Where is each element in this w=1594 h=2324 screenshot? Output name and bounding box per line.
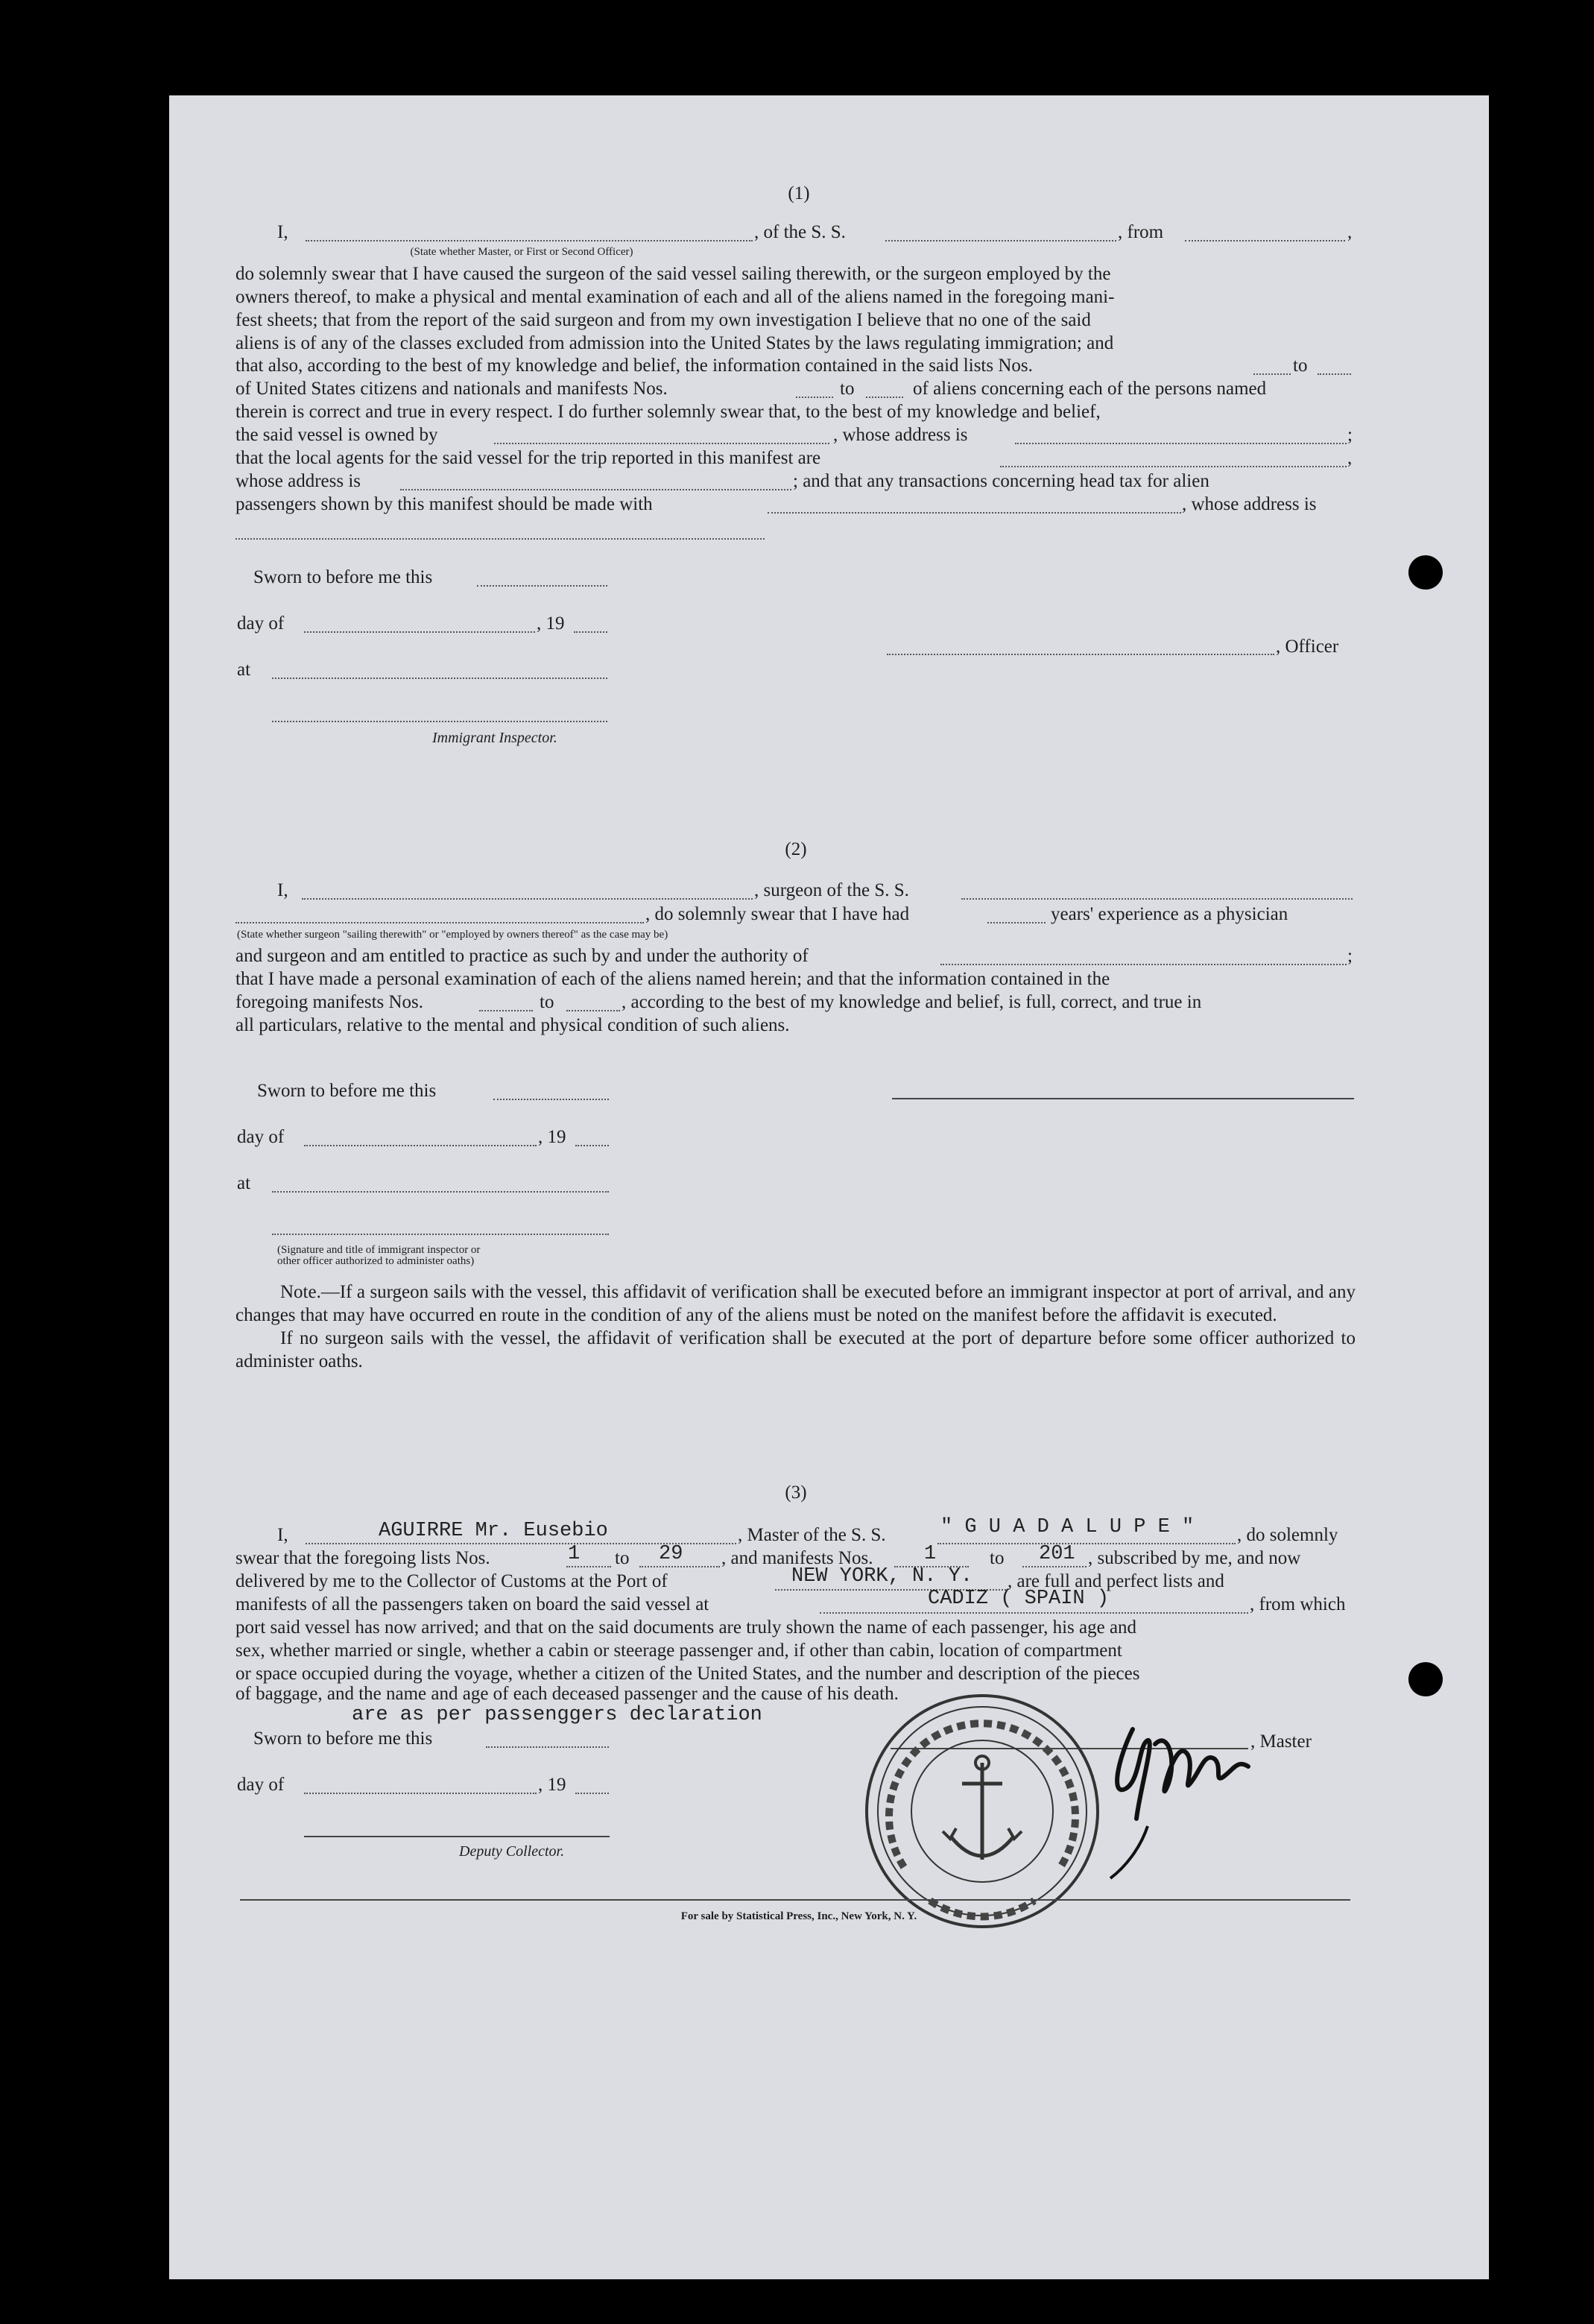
s1-day-blank: [304, 631, 535, 633]
s3-year-blank: [575, 1793, 609, 1794]
s3-line4b: , from which: [1250, 1594, 1346, 1614]
s3-collector-line: [304, 1836, 610, 1837]
s1-owner-blank: [494, 443, 829, 444]
s1-lists-from-blank: [1253, 373, 1291, 375]
s2-authority-blank: [940, 964, 1347, 965]
s3-line8: of baggage, and the name and age of each deceased passenger and the cause of his death.: [235, 1684, 899, 1704]
s3-man-to: 201: [1039, 1543, 1075, 1565]
note-paragraph-1: Note.—If a surgeon sails with the vessel, this affidavit of verification shall be executed before an immigrant inspector at port of arrival, and any changes that may have occurred en route in the condition of any of the aliens must be noted on the manifest before the affidavit is executed.: [235, 1282, 1356, 1325]
s1-at: at: [237, 660, 251, 680]
s1-man-to-blank: [866, 397, 903, 398]
s3-line2b: , and manifests Nos.: [721, 1548, 873, 1568]
s2-at-blank: [272, 1191, 609, 1193]
s1-to2: to: [840, 379, 855, 399]
s3-ship-blank: [937, 1543, 1236, 1544]
s1-semi1: ;: [1347, 425, 1353, 445]
s1-year: , 19: [537, 613, 565, 634]
s3-line6: sex, whether married or single, whether a cabin or steerage passenger and, if other than cabin, location of compartment: [235, 1641, 1122, 1661]
note-paragraph-2: If no surgeon sails with the vessel, the affidavit of verification shall be executed at the port of departure before some officer authorized to administer oaths.: [235, 1328, 1356, 1371]
s2-to: to: [540, 992, 554, 1012]
s3-sworn: Sworn to before me this: [253, 1728, 433, 1749]
s3-port: NEW YORK, N. Y.: [791, 1565, 973, 1588]
s1-caption: (State whether Master, or First or Second Officer): [410, 246, 633, 258]
s3-master: , Master: [1250, 1731, 1312, 1752]
s3-masterof: , Master of the S. S.: [738, 1525, 886, 1545]
s2-sigcaption-1: (Signature and title of immigrant inspector or: [277, 1244, 481, 1256]
s2-line2b: years' experience as a physician: [1051, 904, 1288, 924]
s1-to1: to: [1293, 356, 1308, 376]
s2-years-blank: [987, 922, 1046, 923]
footer-publisher: For sale by Statistical Press, Inc., New York, N. Y.: [680, 1910, 917, 1922]
s1-lists-to-blank: [1318, 373, 1351, 375]
s3-typed-note: are as per passenggers declaration: [352, 1704, 762, 1726]
s1-oath-body: do solemnly swear that I have caused the surgeon of the said vessel sailing therewith, or the surgeon employed by the owners thereof, to make a physical and mental examination of each and all of the aliens named in the foregoing mani- fest sheets; that from the report of the said surgeon and from my own investigation I believe that no one of the said aliens is of any of the classes excluded from admission into the United States by the laws regulating immigration; and: [235, 264, 1115, 353]
s1-dayof: day of: [237, 613, 285, 634]
section-3-number: (3): [785, 1483, 807, 1503]
s3-collector: Deputy Collector.: [459, 1843, 565, 1860]
s1-owner-address-blank: [1015, 443, 1347, 444]
s2-signature-blank: [272, 1234, 609, 1235]
s1-comma9: ,: [1347, 448, 1353, 468]
s3-line4a: manifests of all the passengers taken on board the said vessel at: [235, 1594, 709, 1614]
s2-year: , 19: [538, 1127, 566, 1147]
s3-sworn-blank: [486, 1746, 609, 1748]
s2-officer-sign-line: [892, 1098, 1354, 1099]
section-2-number: (2): [785, 839, 807, 859]
s2-caption: (State whether surgeon "sailing therewith" or "employed by owners thereof" as the case may be): [237, 929, 668, 941]
footer-rule: [240, 1899, 1350, 1901]
s3-solemnly: , do solemnly: [1237, 1525, 1338, 1545]
s3-dayof: day of: [237, 1775, 285, 1795]
s3-lists-from: 1: [568, 1543, 581, 1565]
s3-lists-from-blank: [566, 1566, 611, 1567]
s1-man-from-blank: [796, 397, 833, 398]
s1-at-blank: [272, 678, 607, 679]
s1-line8b: , whose address is: [833, 425, 968, 445]
s3-man-from: 1: [924, 1543, 937, 1565]
s1-comma: ,: [1347, 222, 1353, 242]
s2-sworn-blank: [493, 1099, 609, 1100]
s1-sworn: Sworn to before me this: [253, 567, 433, 587]
s1-agents-blank: [1000, 466, 1347, 467]
s3-line5: port said vessel has now arrived; and that on the said documents are truly shown the name of each passenger, his age and: [235, 1617, 1137, 1638]
s2-day-blank: [304, 1145, 537, 1146]
s3-i: I,: [277, 1525, 288, 1545]
s1-officer-sign-blank: [887, 654, 1274, 655]
s3-line3a: delivered by me to the Collector of Customs at the Port of: [235, 1571, 668, 1591]
s3-line2c: , subscribed by me, and now: [1088, 1548, 1301, 1568]
s2-line6: all particulars, relative to the mental and physical condition of such aliens.: [235, 1015, 790, 1035]
punch-hole-top: [1408, 555, 1443, 590]
s2-year-blank: [575, 1145, 609, 1146]
s2-man-to-blank: [566, 1010, 620, 1011]
s2-semi: ;: [1347, 946, 1353, 966]
s1-i: I,: [277, 222, 288, 242]
s3-line2a: swear that the foregoing lists Nos.: [235, 1548, 490, 1568]
s1-agents-address-blank: [400, 489, 791, 490]
s3-to2: to: [990, 1548, 1005, 1568]
s2-line2a: , do solemnly swear that I have had: [645, 904, 910, 924]
s2-ship-blank: [961, 898, 1353, 900]
note-block: [235, 1281, 1356, 1373]
s2-surgeon: , surgeon of the S. S.: [754, 880, 909, 900]
s1-line8a: the said vessel is owned by: [235, 425, 438, 445]
s3-line7: or space occupied during the voyage, whether a citizen of the United States, and the number and description of the pieces: [235, 1664, 1140, 1684]
s1-inspector: Immigrant Inspector.: [432, 730, 557, 746]
s1-ship-blank: [885, 240, 1116, 241]
s3-to1: to: [615, 1548, 630, 1568]
s2-sigcaption-2: other officer authorized to administer oaths): [277, 1255, 475, 1267]
s3-man-to-blank: [1022, 1566, 1087, 1567]
s3-line3b: , are full and perfect lists and: [1008, 1571, 1224, 1591]
s1-line7: therein is correct and true in every respect. I do further solemnly swear that, to the best of my knowledge and belief,: [235, 402, 1101, 422]
s3-ship-name: " G U A D A L U P E ": [940, 1516, 1195, 1538]
s2-surgeon-name-blank: [302, 898, 753, 900]
section-1-number: (1): [788, 183, 810, 203]
s1-line6a: of United States citizens and nationals and manifests Nos.: [235, 379, 668, 399]
s1-year-blank: [574, 631, 607, 633]
s1-of-ss: , of the S. S.: [754, 222, 846, 242]
s1-sworn-blank: [477, 585, 607, 587]
s1-line6b: of aliens concerning each of the persons named: [913, 379, 1267, 399]
s1-line11a: passengers shown by this manifest should be made with: [235, 494, 653, 514]
s2-i: I,: [277, 880, 288, 900]
s1-line11b: , whose address is: [1182, 494, 1317, 514]
s1-from: , from: [1118, 222, 1164, 242]
s3-master-name: AGUIRRE Mr. Eusebio: [379, 1520, 608, 1542]
s2-line3: and surgeon and am entitled to practice as such by and under the authority of: [235, 946, 809, 966]
s1-from-blank: [1185, 240, 1345, 241]
s2-line5a: foregoing manifests Nos.: [235, 992, 424, 1012]
s3-day-blank: [304, 1793, 537, 1794]
s1-headtax-address-blank: [235, 538, 765, 540]
s1-headtax-blank: [768, 512, 1181, 514]
s3-lists-to-blank: [639, 1566, 720, 1567]
s3-from-port-blank: [820, 1612, 1248, 1614]
s1-line10a: whose address is: [235, 471, 361, 491]
s3-from-port: CADIZ ( SPAIN ): [928, 1588, 1110, 1610]
s2-line4: that I have made a personal examination of each of the aliens named herein; and that the information contained in the: [235, 969, 1110, 989]
s3-year: , 19: [538, 1775, 566, 1795]
s2-at: at: [237, 1173, 251, 1193]
s1-inspector-blank: [272, 721, 607, 722]
company-stamp: [859, 1688, 1105, 1934]
punch-hole-bottom: [1408, 1662, 1443, 1696]
s1-line5: that also, according to the best of my knowledge and belief, the information contained in the said lists Nos.: [235, 356, 1033, 376]
s1-line10b: ; and that any transactions concerning head tax for alien: [793, 471, 1209, 491]
s1-line9: that the local agents for the said vessel for the trip reported in this manifest are: [235, 448, 821, 468]
s2-man-from-blank: [479, 1010, 533, 1011]
s3-lists-to: 29: [659, 1543, 683, 1565]
s2-dayof: day of: [237, 1127, 285, 1147]
s2-sworn: Sworn to before me this: [257, 1081, 437, 1101]
s1-officer: , Officer: [1276, 637, 1339, 657]
master-signature: [1103, 1699, 1282, 1886]
s2-line5b: , according to the best of my knowledge and belief, is full, correct, and true in: [622, 992, 1202, 1012]
